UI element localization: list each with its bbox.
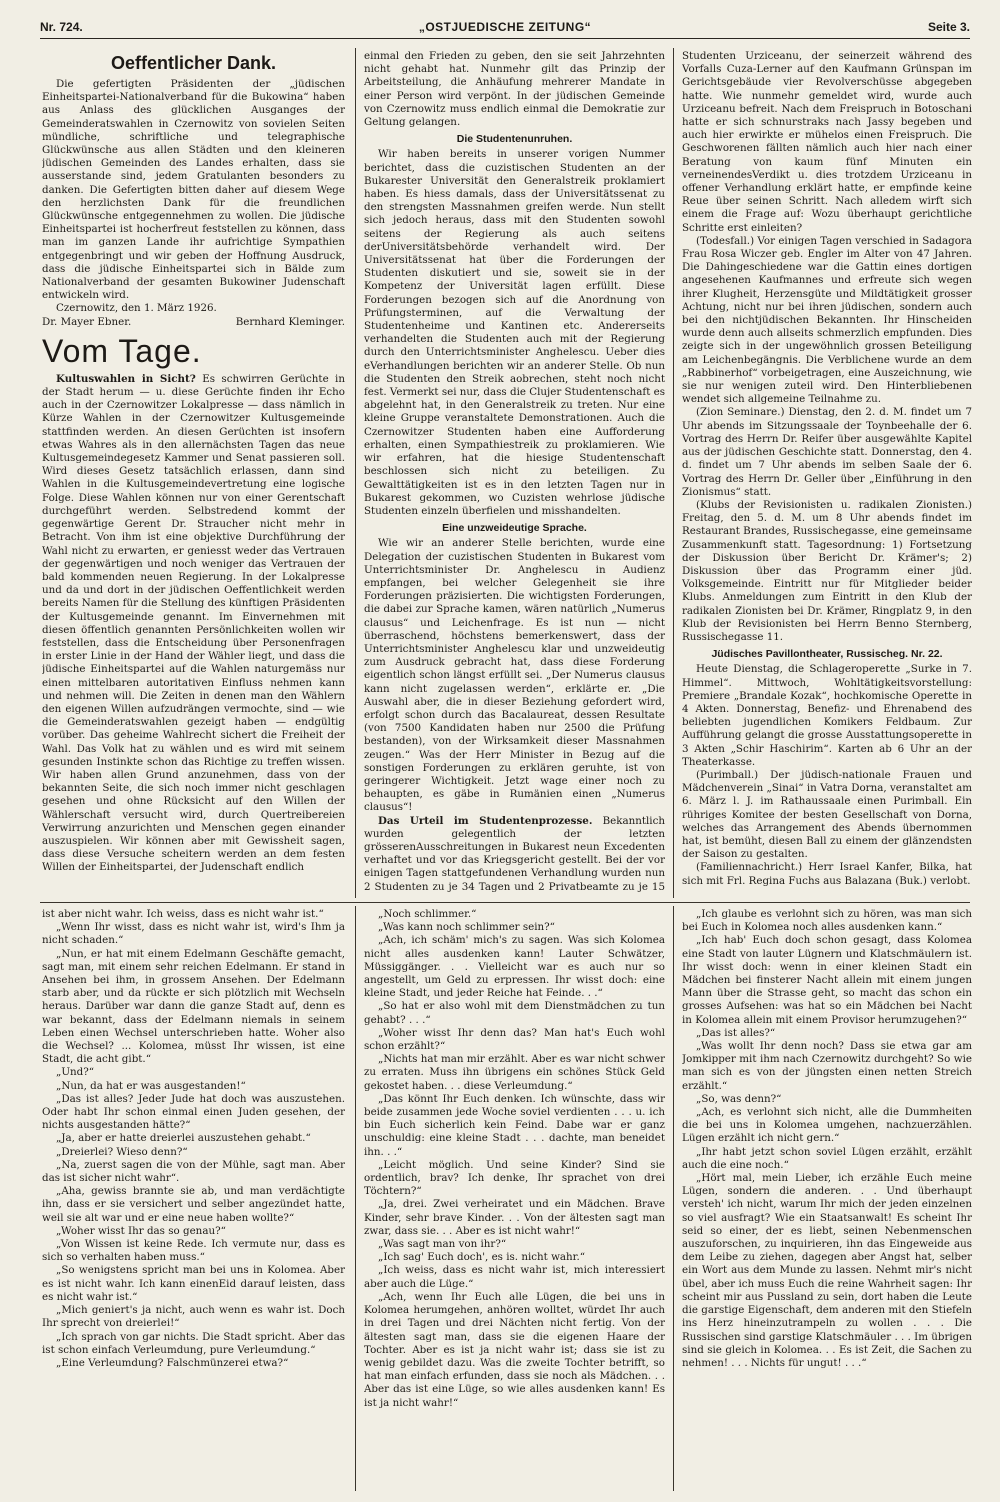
story-paragraph: „So wenigstens spricht man bei uns in Kolomea. Aber es ist nicht wahr. Ich kann einenEid darauf leisten, dass es nicht wahr ist.“ [42,1264,345,1303]
signature-ebner: Dr. Mayer Ebner. [42,315,132,328]
story-paragraph: „Ja, aber er hatte dreierlei auszustehen gehabt.“ [56,1132,311,1145]
todesfall: (Todesfall.) Vor einigen Tagen verschied in Sadagora Frau Rosa Wiczer geb. Engler im Alter von 47 Jahren. Die Dahingeschiedene war die Gattin eines dortigen angesehenen Kaufmannes und erfreute sich wegen ihrer Klugheit, Herzensgüte und Mildtätigkeit grosser Achtung, nicht nur bei ihren jüdischen, sondern auch bei den nichtjüdischen Bekannten. Ihr Hinscheiden wurde denn auch allseits schmerzlich empfunden. Dies zeigte sich in der ungewöhnlich grossen Beteiligung am Leichenbegängnis. Die Verblichene wurde an dem „Rabbinerhof“ vorbeigetragen, eine Auszeichnung, wie sie nur wenigen zuteil wird. Den Hinterbliebenen wendet sich allgemeine Teilnahme zu. [682,234,972,406]
story-paragraph: „Ja, drei. Zwei verheiratet und ein Mädchen. Brave Kinder, sehr brave Kinder. . . Von der ältesten sagt man zwar, dass sie. . . Aber es ist nicht wahr!“ [364,1198,665,1237]
story-paragraph: „Das ist alles?“ [696,1026,776,1039]
pavillontheater-title: Jüdisches Pavillontheater, Russischeg. Nr. 22. [711,648,943,661]
story-paragraph: „Dreierlei? Wieso denn?“ [56,1145,188,1158]
kultus-title: Kultuswahlen in Sicht? [56,372,196,385]
story-paragraph: ist aber nicht wahr. Ich weiss, dass es nicht wahr ist.“ [42,908,324,920]
story-paragraph: „Ich weiss, dass es nicht wahr ist, mich interessiert aber auch die Lüge.“ [364,1264,665,1290]
dank-body: Die gefertigten Präsidenten der „jüdischen Einheitspartei-Nationalverband für die Bukowina“ haben aus Anlass des glücklichen Ausganges der Gemeinderatswahlen in Czernowitz von sovielen Seiten mündliche, schriftliche und telegraphische Glückwünsche aus allen Städten und den kleineren jüdischen Gemeinden des Landes erhalten, dass sie ausserstande sind, jedem Gratulanten besonders zu danken. Die Gefertigten bitten daher auf diesem Wege den herzlichsten Dank für die freundlichen Glückwünsche entgegennehmen zu wollen. Die jüdische Einheitspartei ist hocherfreut feststellen zu können, dass man im ganzen Lande ihr aufrichtige Sympathien entgegenbringt und wir geben der Hoffnung Ausdruck, dass die jüdische Einheitspartei sich in Bälde zum Nationalverband der gesamten Bukowiner Judenschaft entwickeln wird. [42,78,345,302]
page-number: Seite 3. [927,20,970,34]
story-paragraph: „So hat er also wohl mit dem Dienstmädchen zu tun gehabt? . . .“ [364,1000,665,1026]
story-paragraph: „Woher wisst Ihr denn das? Man hat's Euch wohl schon erzählt?“ [364,1026,665,1053]
sprache-body: Wie wir an anderer Stelle berichten, wurde eine Delegation der cuzistischen Studenten in Bukarest vom Unterrichtsminister Dr. Anghelescu in Audienz empfangen, bei welcher Gelegenheit sie ihre Forderungen präzisierten. Die wichtigsten Forderungen, die dabei zur Sprache kamen, wären natürlich „Numerus clausus“ und Leichenfrage. Es ist nun — nicht überraschend, höchstens bemerkenswert, dass der Unterrichtsminister Anghelescu klar und unzweideutig zum Ausdruck gebracht hat, dass diese Forderung eigentlich schon längst erfüllt sei. „Der Numerus clausus kann nicht zugelassen werden“, erklärte er. „Die Auswahl aber, die in dieser Beziehung gefordert wird, erfolgt schon durch das Bacalaureat, dessen Resultate (von 7500 Kandidaten haben nur 2500 die Prüfung bestanden), von der Wirksamkeit dieser Massnahmen zeugen.“ Was der Herr Minister in Bezug auf die sonstigen Forderungen zu erklären geruhte, ist von geringerer Wichtigkeit. Jetzt wage einer noch zu behaupten, es gäbe in Rumänien einen „Numerus clausus“! [364,537,665,814]
story-paragraph: „Ihr habt jetzt schon soviel Lügen erzählt, erzählt auch die eine noch.“ [682,1145,972,1171]
story-paragraph: „Eine Verleumdung? Falschmünzerei etwa?“ [56,1356,289,1369]
story-paragraph: „Von Wissen ist keine Rede. Ich vermute nur, dass es sich so verhalten haben muss.“ [42,1238,345,1264]
column-divider [355,906,356,1491]
zion-seminare: (Zion Seminare.) Dienstag, den 2. d. M. findet um 7 Uhr abends im Sitzungssaale der Toynbeehalle der 6. Vortrag des Herrn Dr. Reifer über ausgewählte Kapitel aus der jüdischen Geschichte statt. Donnerstag, den 4. d. findet um 7 Uhr abends im selben Saale der 6. Vortrag des Herrn Dr. Geller über „Einführung in den Zionismus“ statt. [682,406,972,498]
col2-continuation: einmal den Frieden zu geben, den sie seit Jahrzehnten nicht gehabt hat. Nunmehr gilt das Prinzip der Arbeitsteilung, die Anhäufung mehrerer Mandate in einer Person wird verpönt. In der jüdischen Gemeinde von Czernowitz muss endlich einmal die Demokratie zur Geltung gelangen. [364,50,665,129]
story-paragraph: „Nun, da hat er was ausgestanden!“ [56,1079,246,1092]
story-column-2 [364,908,665,1488]
story-column-1 [42,908,345,1488]
dank-heading: Oeffentlicher Dank. [110,53,277,73]
story-paragraph: „Ach, es verlohnt sich nicht, alle die Dummheiten die bei uns in Kolomea umgehen, nachzuerzählen. Lügen erzählt ich nicht gern.“ [682,1106,972,1145]
column-2 [364,50,665,895]
column-3 [682,50,972,895]
urziceanu-continuation: Studenten Urziceanu, der seinerzeit während des Vorfalls Cuza-Lerner auf den Kaufmann Grünspan im Gerichtsgebäude vier Revolverschüsse abgegeben hatte. Wie nunmehr gemeldet wird, wurde auch Urziceanu befreit. Nach dem Freispruch in Botoschani hatte er sich schnurstraks nach Jassy begeben und auch hier erwirkte er mühelos einen Freispruch. Die Geschworenen fällten nämlich auch hier nach einer Beratung von kaum fünf Minuten ein verneinendesVerdikt u. dies trotzdem Urziceanu in offener Verhandlung erklärt hatte, er empfinde keine Reue über seinen Schritt. Nach alledem wirft sich einem die Frage auf: Wozu überhaupt gerichtliche Schritte erst einleiten? [682,50,972,234]
dank-signatures [42,316,345,329]
familiennachricht: (Familiennachricht.) Herr Israel Kanfer, Bilka, hat sich mit Frl. Regina Fuchs aus Balazana (Buk.) verlobt. [682,861,972,887]
story-paragraph: „Ach, ich schäm' mich's zu sagen. Was sich Kolomea nicht alles ausdenken kann! Lauter Schwätzer, Müssiggänger. . . Vielleicht war es auch nur so angestellt, um Geld zu erpressen. Ihr wisst doch: eine kleine Stadt, und jeder Reiche hat Feinde. . .“ [364,934,665,1000]
story-paragraph: „Das ist alles? Jeder Jude hat doch was auszustehen. Oder habt Ihr schon einmal einen Juden gesehen, der nichts ausgestanden hätte?“ [42,1092,345,1132]
story-paragraph: „Na, zuerst sagen die von der Mühle, sagt man. Aber das ist sicher nicht wahr“. [42,1158,345,1185]
story-paragraph: „Nichts hat man mir erzählt. Aber es war nicht schwer zu erraten. Muss ihn übrigens ein schönes Stück Geld gekostet haben. . . diese Verleumdung.“ [364,1053,665,1092]
story-column-3 [682,908,972,1488]
unruhen-body: Wir haben bereits in unserer vorigen Nummer berichtet, dass die cuzistischen Studenten an der Bukarester Universität den Generalstreik proklamiert haben. Es hiess damals, dass der Universitätssenat zu den strengsten Massnahmen greifen werde. Nun stellt sich jedoch heraus, dass mit den Studenten sowohl seitens der Regierung als auch seitens derUniversitätsbehörde verhandelt wird. Der Universitätssenat hat über die Forderungen der Studenten diskutiert und sie, soweit sie in der Kompetenz der Universität lagen erfüllt. Diese Forderungen bezogen sich auf die Anordnung von Prüfungsterminen, auf die Verwaltung der Studentenheime und Kantinen etc. Andererseits verhandelten die Studenten auch mit der Regierung durch den Unterrichtsminister Anghelescu. Ueber dies eVerhandlungen berichten wir an anderer Stelle. Ob nun die Studenten den Streik aobrechen, steht noch nicht fest. Vermerkt sei nur, dass die Clujer Studentenschaft es abgelehnt hat, in den Generalstreik zu treten. Nur eine kleine Gruppe veranstaltete Demonstrationen. Auch die Czernowitzer Studenten haben eine Aufforderung erhalten, einen Sympathiestreik zu proklamieren. Wie wir erfahren, hat die hiesige Studentenschaft beschlossen sich nicht zu beteiligen. Zu Gewalttätigkeiten ist es in den letzten Tagen nur in Bukarest gekommen, wo Cuzisten wehrlose jüdische Studenten einzeln überfielen und misshandelten. [364,148,665,517]
story-paragraph: „Aha, gewiss brannte sie ab, und man verdächtigte ihn, dass er sie versichert und selber angezündet hatte, weil sie alt war und er eine neue haben wollte?“ [42,1185,345,1224]
urteil-body: Bekanntlich wurden gelegentlich der letzten grösserenAusschreitungen in Bukarest neun Excedenten verhaftet und vor das Kriegsgericht gestellt. Bei der vor einigen Tagen stattgefundenen Verhandlung wurden nun 2 Studenten zu je 34 Tagen und 2 Privatbeamte zu je 15 [364,814,665,893]
section-divider [40,902,970,903]
newspaper-title: „OSTJUEDISCHE ZEITUNG“ [418,20,592,34]
story-paragraph: „Was wollt Ihr denn noch? Dass sie etwa gar am Jomkipper mit ihm nach Czernowitz durchgeht? So wie man sich es von der jüngsten einen netten Streich erzählt.“ [682,1040,972,1092]
header-rule [40,38,970,39]
column-divider [355,48,356,898]
story-paragraph: „Ich glaube es verlohnt sich zu hören, was man sich bei Euch in Kolomea noch alles ausdenken kann.“ [682,908,972,934]
urteil-title: Das Urteil im Studentenprozesse. [378,814,593,827]
klubs-revisionisten: (Klubs der Revisionisten u. radikalen Zionisten.) Freitag, den 5. d. M. um 8 Uhr abends findet im Restaurant Brandes, Russischegasse, eine gemeinsame Zusammenkunft statt. Tagesordnung: 1) Fortsetzung der Diskussion über Bericht Dr. Krämer's; 2) Diskussion über das Programm einer jüd. Volksgemeinde. Eintritt nur für Mitglieder beider Klubs. Anmeldungen zum Eintritt in den Klub der radikalen Zionisten bei Dr. Krämer, Ringplatz 9, in den Klub der Revisionisten bei Herrn Benno Sternberg, Russischegasse 11. [682,498,972,643]
story-paragraph: „Ich hab' Euch doch schon gesagt, dass Kolomea eine Stadt von lauter Lügnern und Klatschmäulern ist. Ihr wisst doch: wenn in einer kleinen Stadt ein Mädchen bei finsterer Nacht allein mit einem jungen Mann über die Strasse geht, so macht das schon ein grosses Aufsehen: was hat so ein Mädchen bei Nacht in Kolomea allein mit einem Provisor herumzugehen?“ [682,934,972,1026]
vom-tage-heading: Vom Tage. [42,332,202,369]
story-paragraph: „Hört mal, mein Lieber, ich erzähle Euch meine Lügen, sondern die anderen. . . Und überhaupt versteh' ich nicht, warum Ihr mich der jeden einzelnen so viel ausfragt? Wie ein Staatsanwalt! Es scheint Ihr seid so einer, der es liebt, seinen Nebenmenschen auszuforschen, zu inquirieren, ihn das Eingeweide aus dem Leibe zu ziehen, dagegen aber Angst hat, selber ein Wort aus dem Munde zu lassen. Nehmt mir's nicht übel, aber ich muss Euch die reine Wahrheit sagen: Ihr scheint mir aus Pussland zu sein, dort haben die Leute die garstige Eigenschaft, dem anderen mit den Stiefeln ins Herz hineinzutrampeln zu wollen . . . Die Russischen sind garstige Klatschmäuler . . . Im übrigen sind sie gleich in Kolomea. . . Es ist Zeit, die Sachen zu nehmen! . . . Nichts für ungut! . . .“ [682,1172,972,1369]
column-divider [673,48,674,898]
story-paragraph: „Und?“ [56,1066,95,1079]
page-header [40,18,970,40]
story-paragraph: „So, was denn?“ [696,1092,782,1105]
story-paragraph: „Mich geniert's ja nicht, auch wenn es wahr ist. Doch Ihr sprecht von dreierlei!“ [42,1304,345,1330]
signature-kleminger: Bernhard Kleminger. [235,315,345,328]
dank-place-date: Czernowitz, den 1. März 1926. [56,302,217,315]
story-paragraph: „Ich sprach von gar nichts. Die Stadt spricht. Aber das ist schon einfach Verleumdung, pure Verleumdung.“ [42,1330,345,1356]
story-paragraph: „Leicht möglich. Und seine Kinder? Sind sie ordentlich, brav? Ich denke, Ihr sprachet von drei Töchtern?“ [364,1158,665,1198]
purimball: (Purimball.) Der jüdisch-nationale Frauen und Mädchenverein „Sinai“ in Vatra Dorna, veranstaltet am 6. März l. J. im Rathaussaale einen Purimball. Ein rühriges Komitee der besten Gesellschaft von Dorna, welches das Arrangement des Abends übernommen hat, ist bemüht, diesen Ball zu einem der glänzendsten der Saison zu gestalten. [682,768,972,861]
story-paragraph: „Ach, wenn Ihr Euch alle Lügen, die bei uns in Kolomea herumgehen, anhören wolltet, würdet Ihr auch in drei Tagen und drei Nächten nicht fertig. Von der ältesten sagt man, dass sie die eigenen Haare der Tochter. Aber es ist ja nicht wahr ist; dass sie ist zu wenig gebildet dazu. Was die zweite Tochter betrifft, so hat man einfach erfunden, dass sie noch als Mädchen. . . Aber das ist eine Lüge, so wie alles ausdenken kann! Es ist ja nicht wahr!“ [364,1290,665,1409]
story-paragraph: „Noch schlimmer.“ [378,908,477,920]
story-paragraph: „Woher wisst Ihr das so genau?“ [56,1224,226,1237]
story-paragraph: „Ich sag' Euch doch', es is. nicht wahr.“ [378,1251,585,1264]
story-paragraph: „Das könnt Ihr Euch denken. Ich wünschte, dass wir beide zusammen jede Woche soviel verdienten . . . u. ich bin Euch sicherlich kein Feind. Dabe war er ganz unschuldig: eine kleine Stadt . . . dachte, man beneidet ihn. . .“ [364,1092,665,1158]
kultus-body: Es schwirren Gerüchte in der Stadt herum — u. diese Gerüchte finden ihr Echo auch in der Czernowitzer Lokalpresse — dass nämlich in Kürze Wahlen in der Czernowitzer Kultusgemeinde stattfinden werden. An diesen Gerüchten ist insofern etwas Wahres als in den allernächsten Tagen das neue Kultusgemeindegesetz Kammer und Senat passieren soll. Wird dieses Gesetz tatsächlich erlassen, dann sind Wahlen in die Kultusgemeindevertretung eine logische Folge. Diese Wahlen können nur von einer Gerentschaft durchgeführt werden. Selbstredend kommt der gegenwärtige Gerent Dr. Straucher nicht mehr in Betracht. Von ihm ist eine objektive Durchführung der Wahl nicht zu erwarten, er geniesst weder das Vertrauen der gegenwärtigen und noch weniger das Vertrauen der bald kommenden neuen Regierung. In der Lokalpresse und da und dort in der jüdischen Oeffentlichkeit werden bereits Namen für die Stellung des künftigen Präsidenten der Kultusgemeinde genannt. Im Einvernehmen mit diesen öffentlich genannten Persönlichkeiten wollen wir feststellen, dass die Entscheidung über Personenfragen in erster Linie in der Hand der Wähler liegt, und dass die jüdische Einheitspartei auf die Wahlen naturgemäss nur einen mittelbaren autoritativen Einfluss nehmen kann und nehmen will. Die Zeiten in denen man den Wählern den eigenen Willen aufzudrängen vermochte, sind — wie die Gemeinderatswahlen gezeigt haben — endgültig vorüber. Das geheime Wahlrecht sichert die Freiheit der Wahl. Das Volk hat zu wählen und es wird mit seinem gesunden Instinkte schon das Richtige zu treffen wissen. Wir haben allen Grund anzunehmen, dass von der bekannten Seite, die sich noch immer nicht geschlagen gesehen und ohne Rücksicht auf den Willen der Wählerschaft versucht wird, durch Quertreibereien Verwirrung anzurichten und Menschen gegen einander auszuspielen. Wir können aber mit Gewissheit sagen, dass diese Versuche scheitern werden an dem festen Willen der Einheitspartei, der Judenschaft endlich [42,372,345,874]
unruhen-title: Die Studentenunruhen. [456,133,573,146]
story-paragraph: „Wenn Ihr wisst, dass es nicht wahr ist, wird's Ihm ja nicht schaden.“ [42,921,345,947]
story-paragraph: „Was sagt man von ihr?“ [378,1238,507,1251]
story-paragraph: „Nun, er hat mit einem Edelmann Geschäfte gemacht, sagt man, mit einem sehr reichen Edelmann. Er stand in Ansehen bei ihm, in grossem Ansehen. Der Edelmann starb aber, und da rückte er sich plötzlich mit Wechseln heraus. Darüber war dann die ganze Stadt auf, denn es war bekannt, dass der Edelmann niemals in seinem Leben einen Wechsel unterschrieben hatte. Woher also die Wechsel? ... Kolomea, müsst Ihr wissen, ist eine Stadt, die acht gibt.“ [42,947,345,1066]
column-divider [673,906,674,1491]
story-paragraph: „Was kann noch schlimmer sein?“ [378,921,555,934]
sprache-title: Eine unzweideutige Sprache. [442,522,587,535]
column-1 [42,50,345,895]
issue-number: Nr. 724. [40,20,83,34]
pavillontheater-body: Heute Dienstag, die Schlageroperette „Surke in 7. Himmel“. Mittwoch, Wohltätigkeitsvorstellung: Premiere „Brandale Kozak“, hochkomische Operette in 4 Akten. Donnerstag, Benefiz- und Ehrenabend des beliebten jugendlichen Komikers Feldbaum. Zur Aufführung gelangt die grosse Ausstattungsoperette in 3 Akten „Schir Haschirim“. Karten ab 6 Uhr an der Theaterkasse. [682,663,972,768]
